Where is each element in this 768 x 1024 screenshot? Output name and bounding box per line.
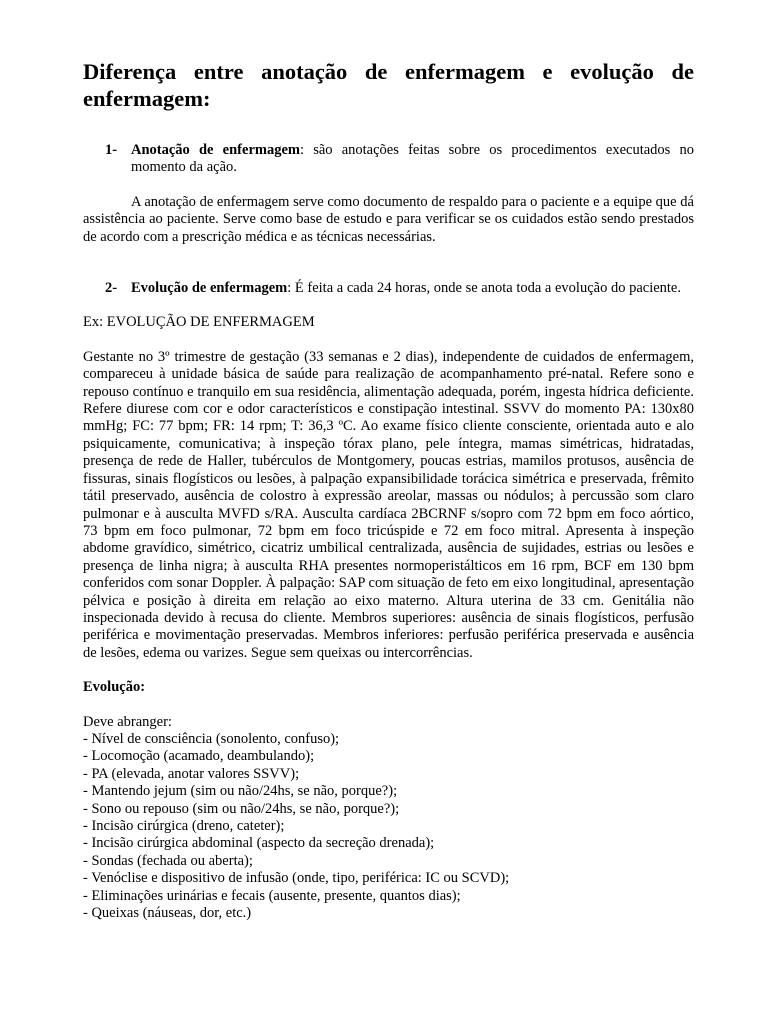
example-heading: Ex: EVOLUÇÃO DE ENFERMAGEM xyxy=(83,314,315,331)
list-body xyxy=(131,142,694,177)
example-paragraph: Gestante no 3º trimestre de gestação (33 semanas e 2 dias), independente de cuidados de enfermagem, compareceu à unidade básica de saúde para realização de acompanhamento pré-natal. Refere sono e repouso contínuo e tranquilo em sua residência, alimentação adequada, porém, ingesta hídrica deficiente. Refere diurese com cor e odor característicos e constipação intestinal. SSVV do momento PA: 130x80 mmHg; FC: 77 bpm; FR: 14 rpm; T: 36,3 ºC. Ao exame físico cliente consciente, orientada auto e alo psiquicamente, comunicativa; à inspeção tórax plano, pele íntegra, mamas simétricas, hidratadas, presença de rede de Haller, tubérculos de Montgomery, poucas estrias, mamilos protusos, ausência de fissuras, sinais flogísticos ou lesões, à palpação expansibilidade torácica simétrica e preservada, frêmito tátil preservado, ausência de colostro à expressão areolar, massas ou nódulos; à percussão som claro pulmonar e à ausculta MVFD s/RA. Ausculta cardíaca 2BCRNF s/sopro com 72 bpm em foco aórtico, 73 bpm em foco pulmonar, 72 bpm em foco tricúspide e 72 em foco mitral. Apresenta à inspeção abdome gravídico, simétrico, cicatriz umbilical centralizada, ausência de sujidades, estrias ou lesões e presença de linha nigra; à ausculta RHA presentes normoperistálticos em 16 rpm, BCF em 130 bpm conferidos com sonar Doppler. À palpação: SAP com situação de feto em eixo longitudinal, apresentação pélvica e posição à direita em relação ao eixo materno. Altura uterina de 33 cm. Genitália não inspecionada devido à recusa do cliente. Membros superiores: ausência de sinais flogísticos, perfusão periférica e movimentação preservadas. Membros inferiores: perfusão periférica preservada e ausência de lesões, edema ou varizes. Segue sem queixas ou intercorrências. xyxy=(83,348,694,661)
evolution-checklist xyxy=(83,731,694,922)
list-item: - Sondas (fechada ou aberta); xyxy=(83,852,253,869)
list-number: 2- xyxy=(105,280,118,297)
list-item: - Sono ou repouso (sim ou não/24hs, se não, porque?); xyxy=(83,800,400,817)
list-item: - Eliminações urinárias e fecais (ausente, presente, quantos dias); xyxy=(83,887,461,904)
list-item: - Queixas (náuseas, dor, etc.) xyxy=(83,905,252,922)
list-item: - Mantendo jejum (sim ou não/24hs, se não, porque?); xyxy=(83,783,398,800)
list-item: - PA (elevada, anotar valores SSVV); xyxy=(83,765,300,782)
definition-anotacao: : são anotações feitas sobre os procedimentos executados no momento da ação. xyxy=(131,142,694,176)
list-number: 1- xyxy=(105,142,118,158)
list-body xyxy=(131,280,694,297)
list-item: - Incisão cirúrgica (dreno, cateter); xyxy=(83,818,285,834)
evolution-heading-text: Evolução: xyxy=(83,679,146,696)
list-item: - Nível de consciência (sonolento, confuso); xyxy=(83,730,340,747)
evolution-heading xyxy=(83,679,694,696)
must-cover-label: Deve abranger: xyxy=(83,713,172,730)
list-item: - Locomoção (acamado, deambulando); xyxy=(83,748,315,765)
list-item: - Incisão cirúrgica abdominal (aspecto da secreção drenada); xyxy=(83,835,435,852)
term-anotacao: Anotação de enfermagem xyxy=(131,142,300,158)
document-title: Diferença entre anotação de enfermagem e evolução de enfermagem: xyxy=(83,59,694,111)
list-item-anotacao xyxy=(105,142,694,177)
definition-evolucao: : É feita a cada 24 horas, onde se anota toda a evolução do paciente. xyxy=(287,280,681,297)
term-evolucao: Evolução de enfermagem xyxy=(131,280,288,297)
paragraph-anotacao: A anotação de enfermagem serve como documento de respaldo para o paciente e a equipe que dá assistência ao paciente. Serve como base de estudo e para verificar se os cuidados estão sendo prestados de acordo com a prescrição médica e as técnicas necessárias. xyxy=(83,193,694,245)
list-item: - Venóclise e dispositivo de infusão (onde, tipo, periférica: IC ou SCVD); xyxy=(83,870,510,887)
list-item-evolucao xyxy=(105,280,694,297)
